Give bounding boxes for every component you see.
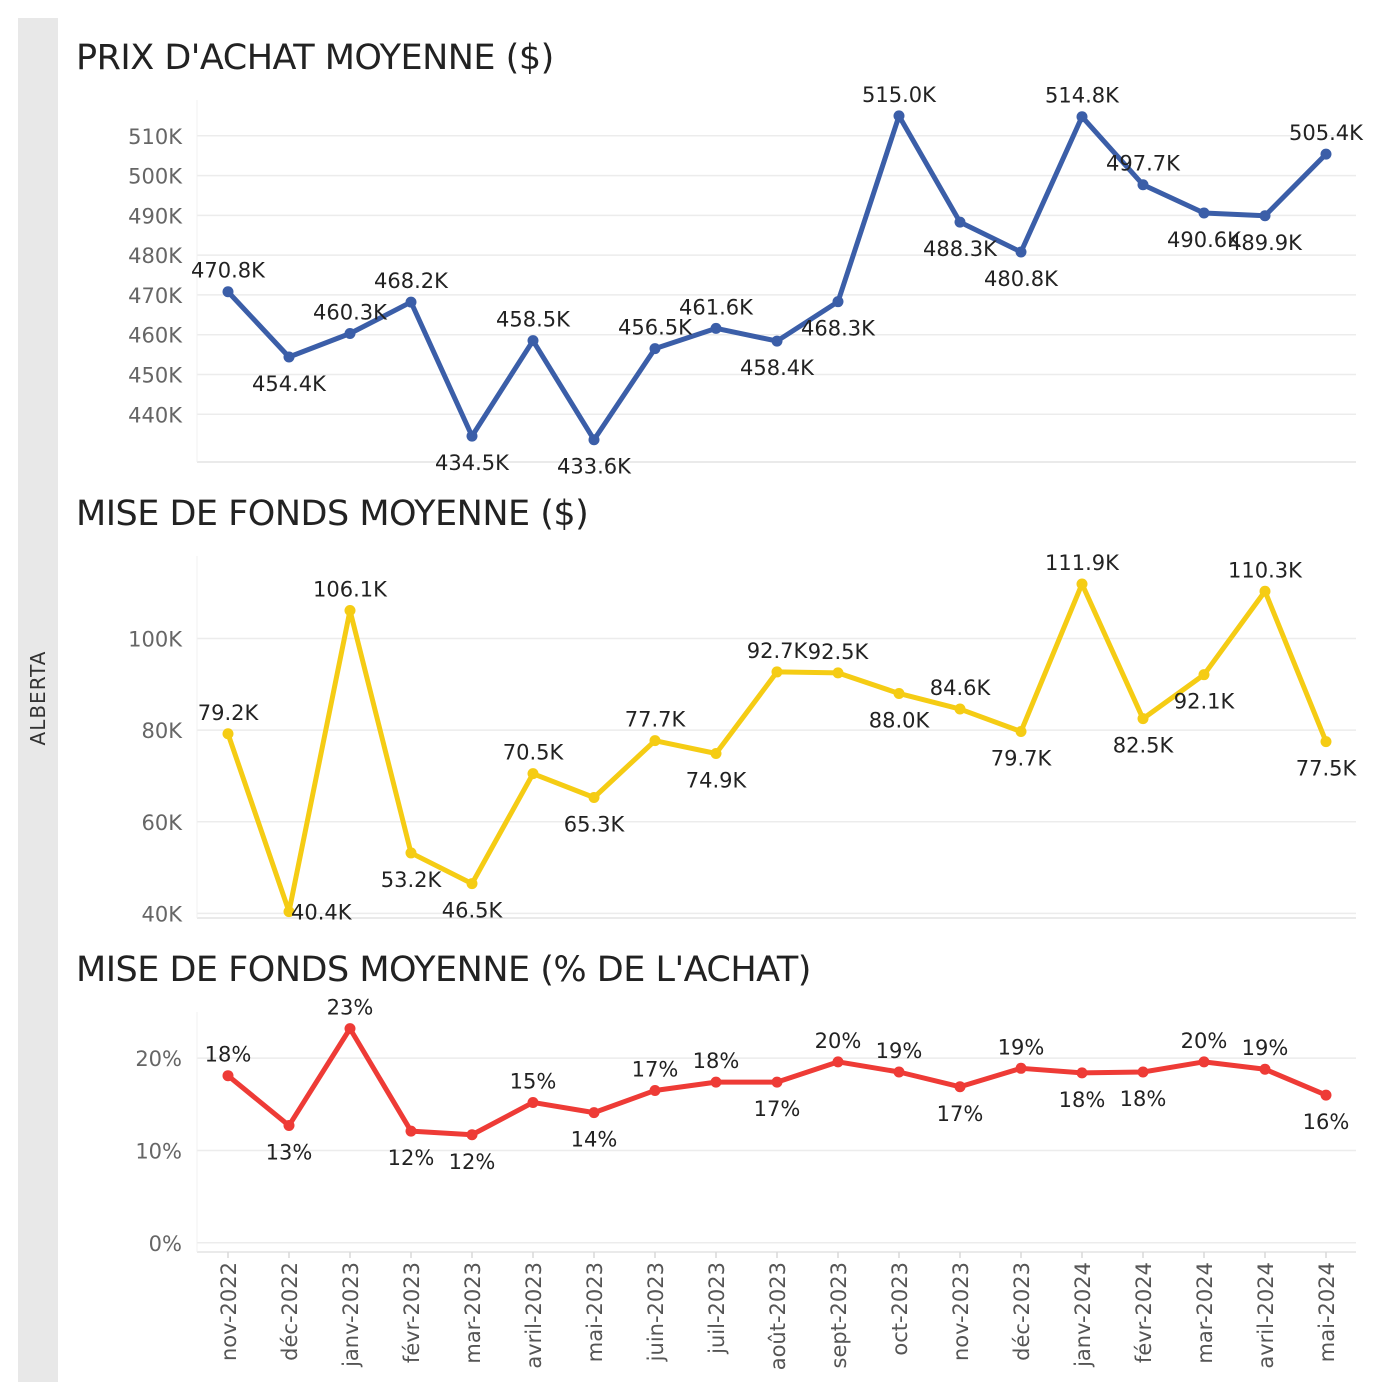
data-point (1077, 1067, 1088, 1078)
data-label: 488.3K (923, 237, 997, 262)
data-point (528, 1097, 539, 1108)
data-label: 74.9K (685, 768, 747, 793)
data-label: 468.2K (374, 269, 448, 294)
data-label: 490.6K (1167, 227, 1241, 252)
data-point (345, 328, 356, 339)
y-tick-label: 40K (141, 902, 182, 927)
data-label: 433.6K (557, 454, 631, 479)
data-label: 17% (753, 1097, 801, 1122)
data-label: 110.3K (1228, 558, 1302, 583)
data-point (1016, 246, 1027, 257)
chart-2 (135, 996, 1356, 1371)
data-point (406, 847, 417, 858)
data-point (345, 1023, 356, 1034)
y-tick-label: 10% (135, 1139, 182, 1164)
data-label: 20% (814, 1028, 862, 1053)
data-point (650, 735, 661, 746)
data-label: 19% (997, 1035, 1045, 1060)
data-point (833, 296, 844, 307)
data-label: 88.0K (868, 708, 930, 733)
data-point (1016, 726, 1027, 737)
data-point (284, 1120, 295, 1131)
x-tick-label: mar-2023 (461, 1262, 485, 1364)
data-label: 497.7K (1106, 151, 1180, 176)
y-tick-label: 20% (135, 1047, 182, 1072)
y-tick-label: 60K (141, 810, 182, 835)
data-label: 77.7K (624, 707, 686, 732)
data-point (955, 704, 966, 715)
price-chart-title: PRIX D'ACHAT MOYENNE ($) (76, 38, 554, 78)
data-point (1016, 1063, 1027, 1074)
x-tick-label: avril-2024 (1254, 1262, 1278, 1369)
y-tick-label: 510K (128, 124, 182, 149)
data-point (406, 1126, 417, 1137)
data-point (467, 1129, 478, 1140)
data-label: 17% (936, 1101, 984, 1126)
x-tick-label: janv-2024 (1071, 1262, 1095, 1367)
data-point (650, 343, 661, 354)
data-label: 23% (326, 995, 374, 1020)
x-tick-label: sept-2023 (827, 1262, 851, 1369)
data-point (1138, 713, 1149, 724)
data-point (1077, 578, 1088, 589)
data-label: 15% (509, 1069, 557, 1094)
data-point (650, 1085, 661, 1096)
data-point (1138, 1067, 1149, 1078)
x-tick-label: déc-2023 (1010, 1262, 1034, 1361)
data-label: 19% (1241, 1036, 1289, 1061)
data-point (467, 878, 478, 889)
data-point (833, 1056, 844, 1067)
data-point (1260, 210, 1271, 221)
x-tick-label: oct-2023 (888, 1262, 912, 1356)
data-label: 12% (448, 1149, 496, 1174)
chart-0 (128, 83, 1364, 479)
y-tick-label: 440K (128, 403, 182, 428)
x-tick-label: nov-2023 (949, 1262, 973, 1362)
data-point (1138, 179, 1149, 190)
data-point (1321, 736, 1332, 747)
x-tick-label: janv-2023 (339, 1262, 363, 1367)
data-label: 456.5K (618, 315, 692, 340)
data-point (589, 434, 600, 445)
data-label: 65.3K (563, 812, 625, 837)
data-label: 20% (1180, 1028, 1228, 1053)
data-label: 505.4K (1289, 121, 1363, 146)
data-point (1321, 149, 1332, 160)
data-point (711, 1077, 722, 1088)
data-label: 92.1K (1173, 689, 1235, 714)
data-point (772, 336, 783, 347)
data-point (1199, 207, 1210, 218)
data-label: 18% (1058, 1087, 1106, 1112)
data-label: 77.5K (1295, 756, 1357, 781)
y-tick-label: 0% (148, 1231, 182, 1256)
data-label: 13% (265, 1140, 313, 1165)
data-point (284, 351, 295, 362)
x-tick-label: déc-2022 (278, 1262, 302, 1361)
data-label: 92.7K (746, 638, 808, 663)
data-label: 12% (387, 1146, 435, 1171)
data-point (345, 605, 356, 616)
data-label: 454.4K (252, 371, 326, 396)
x-tick-label: mar-2024 (1193, 1262, 1217, 1364)
data-point (1260, 1064, 1271, 1075)
y-tick-label: 460K (128, 323, 182, 348)
y-tick-label: 500K (128, 164, 182, 189)
y-tick-label: 480K (128, 244, 182, 269)
data-label: 111.9K (1045, 550, 1119, 575)
downpayment-pct-chart-title: MISE DE FONDS MOYENNE (% DE L'ACHAT) (76, 950, 811, 990)
data-point (1321, 1090, 1332, 1101)
data-label: 458.5K (496, 307, 570, 332)
data-point (833, 667, 844, 678)
x-tick-label: avril-2023 (522, 1262, 546, 1369)
data-point (467, 431, 478, 442)
data-label: 480.8K (984, 266, 1058, 291)
data-point (894, 688, 905, 699)
data-label: 461.6K (679, 295, 753, 320)
data-point (589, 792, 600, 803)
data-label: 53.2K (380, 867, 442, 892)
data-label: 18% (1119, 1087, 1167, 1111)
data-label: 460.3K (313, 300, 387, 325)
data-point (955, 217, 966, 228)
x-tick-label: juil-2023 (705, 1262, 729, 1354)
data-label: 458.4K (740, 356, 814, 381)
y-tick-label: 470K (128, 283, 182, 308)
data-label: 79.2K (197, 700, 259, 725)
x-tick-label: juin-2023 (644, 1262, 668, 1362)
data-label: 82.5K (1112, 733, 1174, 758)
data-point (894, 1067, 905, 1078)
y-tick-label: 100K (128, 627, 182, 652)
data-point (223, 1070, 234, 1081)
data-point (223, 728, 234, 739)
x-tick-label: mai-2023 (583, 1262, 607, 1363)
data-point (223, 286, 234, 297)
data-label: 514.8K (1045, 83, 1119, 108)
data-label: 434.5K (435, 451, 509, 476)
x-tick-label: févr-2023 (400, 1262, 424, 1364)
data-label: 16% (1302, 1110, 1350, 1135)
data-label: 17% (631, 1057, 679, 1082)
data-label: 14% (570, 1127, 618, 1152)
data-label: 515.0K (862, 82, 936, 107)
data-point (711, 323, 722, 334)
y-tick-label: 80K (141, 719, 182, 744)
data-label: 489.9K (1228, 230, 1302, 255)
data-point (1199, 669, 1210, 680)
data-label: 70.5K (502, 740, 564, 765)
data-point (772, 1077, 783, 1088)
data-point (406, 297, 417, 308)
data-label: 18% (692, 1049, 740, 1074)
data-point (1260, 586, 1271, 597)
x-tick-label: févr-2024 (1132, 1262, 1156, 1364)
data-point (711, 748, 722, 759)
data-point (1199, 1056, 1210, 1067)
data-label: 84.6K (929, 676, 991, 701)
data-label: 40.4K (291, 900, 352, 925)
data-point (772, 666, 783, 677)
data-label: 79.7K (990, 746, 1052, 771)
data-label: 46.5K (441, 898, 503, 923)
data-label: 470.8K (191, 258, 265, 283)
downpayment-chart-title: MISE DE FONDS MOYENNE ($) (76, 494, 589, 534)
data-point (955, 1081, 966, 1092)
data-label: 92.5K (807, 639, 869, 664)
data-point (528, 768, 539, 779)
y-tick-label: 450K (128, 363, 182, 388)
data-point (1077, 111, 1088, 122)
data-point (589, 1107, 600, 1118)
data-label: 468.3K (801, 316, 875, 341)
y-tick-label: 490K (128, 204, 182, 229)
data-label: 18% (204, 1042, 252, 1067)
x-tick-label: mai-2024 (1315, 1262, 1339, 1363)
region-label: ALBERTA (26, 650, 50, 746)
data-label: 106.1K (313, 577, 387, 602)
data-point (528, 335, 539, 346)
x-tick-label: août-2023 (766, 1262, 790, 1371)
data-point (894, 110, 905, 121)
data-label: 19% (875, 1039, 923, 1063)
chart-1 (128, 551, 1357, 926)
x-tick-label: nov-2022 (217, 1262, 241, 1362)
